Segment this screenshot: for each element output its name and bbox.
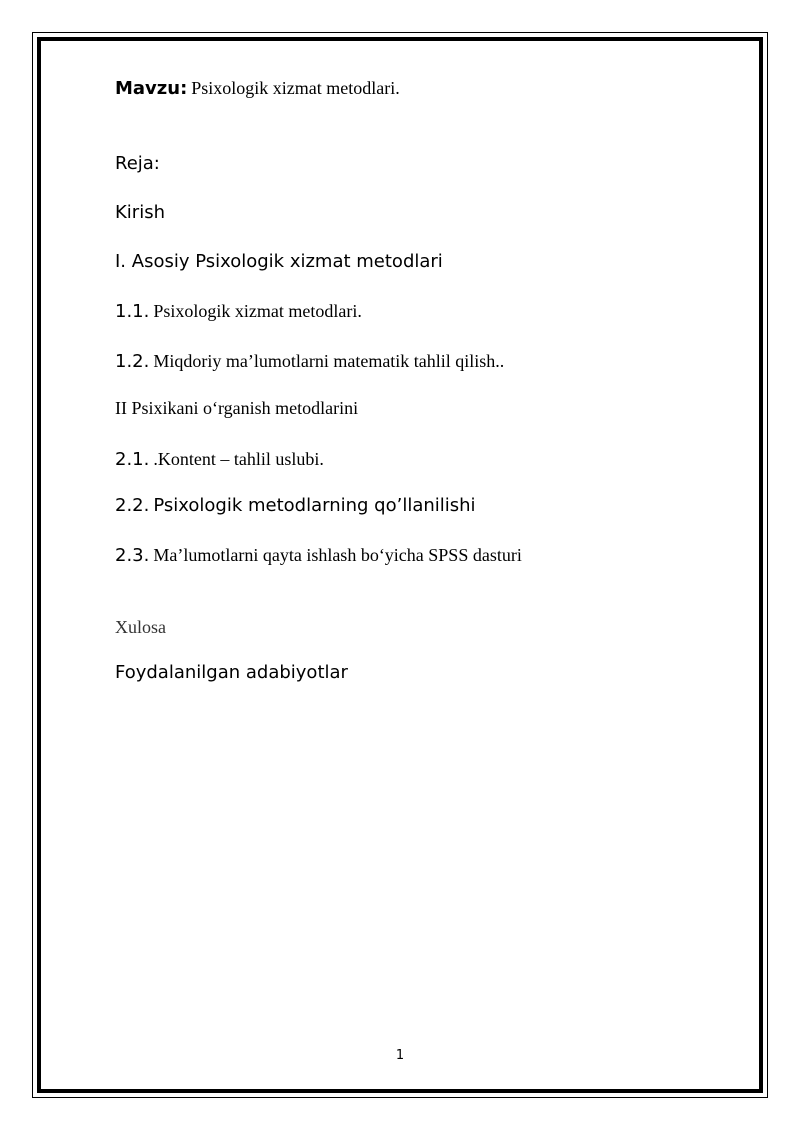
page-number: 1	[395, 1048, 405, 1063]
topic-line	[115, 78, 400, 99]
intro-item: Kirish	[115, 202, 165, 223]
topic-text: Psixologik xizmat metodlari.	[191, 78, 400, 98]
section2-item	[115, 449, 324, 470]
section2-title: II Psixikani o‘rganish metodlarini	[115, 398, 359, 418]
section1-title-text: I. Asosiy Psixologik xizmat metodlari	[115, 251, 443, 272]
section2-item-number: 2.1.	[115, 449, 150, 470]
section1-title	[115, 251, 443, 272]
section1-item-text: Miqdoriy ma’lumotlarni matematik tahlil qilish..	[153, 351, 505, 371]
plan-heading: Reja:	[115, 153, 160, 174]
section1-item	[115, 301, 362, 322]
section1-item-text: Psixologik xizmat metodlari.	[153, 301, 362, 321]
section2-item	[115, 545, 522, 566]
section1-item-number: 1.1.	[115, 301, 150, 322]
section2-item-text: .Kontent – tahlil uslubi.	[153, 449, 324, 469]
section2-item-text: Ma’lumotlarni qayta ishlash bo‘yicha SPSS dasturi	[153, 545, 522, 565]
references-item: Foydalanilgan adabiyotlar	[115, 662, 348, 683]
section1-item	[115, 351, 504, 372]
section2-item	[115, 495, 476, 516]
section2-item-number: 2.2.	[115, 495, 150, 516]
section1-item-number: 1.2.	[115, 351, 150, 372]
section2-item-number: 2.3.	[115, 545, 150, 566]
section2-item-text: Psixologik metodlarning qo’llanilishi	[153, 495, 476, 516]
topic-label: Mavzu:	[115, 78, 188, 99]
conclusion-item: Xulosa	[115, 617, 166, 637]
